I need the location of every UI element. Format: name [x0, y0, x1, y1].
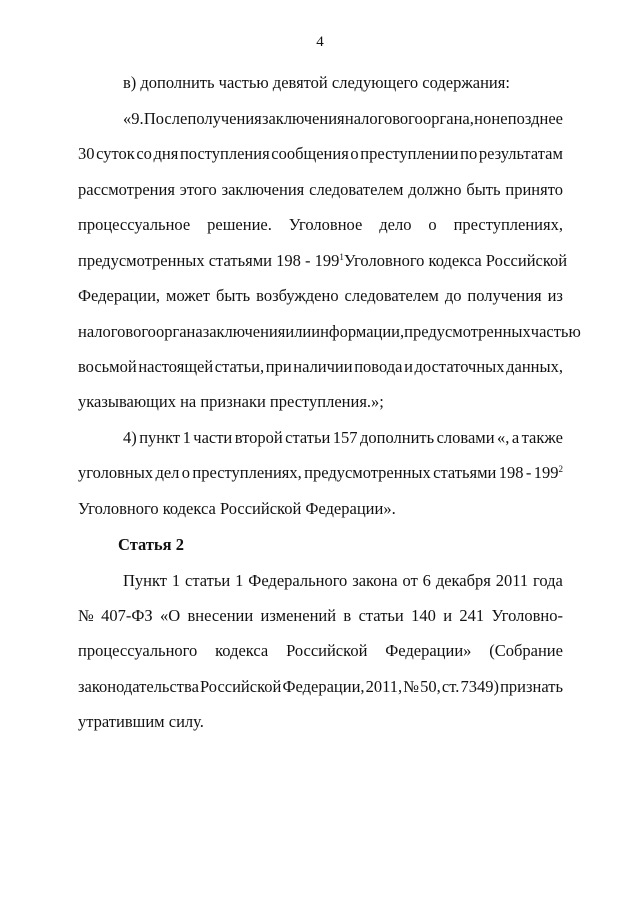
word: но [474, 109, 492, 128]
word: пункт [139, 428, 181, 447]
word: 140 [411, 606, 436, 625]
paragraph-line [78, 251, 568, 271]
word: или [285, 322, 312, 341]
word: второй [234, 428, 283, 447]
word: решение. [207, 215, 272, 234]
paragraph-line [78, 144, 563, 164]
footnote-superscript: 1 [339, 252, 344, 262]
paragraph-line [78, 357, 563, 377]
word: Пункт [123, 571, 168, 590]
word: декабря [435, 571, 491, 590]
word: заключения [261, 109, 345, 128]
word: признать [500, 677, 563, 696]
paragraph-line: Уголовного кодекса Российской Федерации». [78, 499, 396, 518]
paragraph-line [123, 428, 563, 448]
word: от [402, 571, 418, 590]
word: № [403, 677, 420, 696]
word: заключения [221, 180, 305, 199]
word: рассмотрения [78, 180, 175, 199]
word: словами [436, 428, 495, 447]
word: «9. [123, 109, 144, 128]
line-segment: предусмотренных статьями $198 - 199^1$ [78, 251, 344, 270]
word: также [521, 428, 563, 447]
word: возбуждено [256, 286, 339, 305]
word: 50, [420, 677, 441, 696]
word: преступлении [360, 144, 459, 163]
word: статьи [185, 571, 231, 590]
word: а [511, 428, 520, 447]
word: Федерации» [385, 641, 472, 660]
word: статьи [358, 606, 404, 625]
word: заключения [202, 322, 286, 341]
paragraph-line: в) дополнить частью девятой следующего содержания: [123, 73, 510, 92]
word: процессуального [78, 641, 198, 660]
paragraph-line [78, 322, 581, 342]
word: по [460, 144, 478, 163]
word: настоящей [138, 357, 214, 376]
word: Уголовное [288, 215, 363, 234]
word: налогового [78, 322, 156, 341]
word: После [143, 109, 188, 128]
word: преступлениях, [192, 463, 302, 482]
word: изменений [260, 606, 337, 625]
word: Федерации, [282, 677, 365, 696]
word: получения [187, 109, 262, 128]
word: достаточных [414, 357, 505, 376]
word: результатам [478, 144, 563, 163]
word: из [547, 286, 563, 305]
word: 1 [235, 571, 244, 590]
word: Российской [286, 641, 368, 660]
word: Федерального [248, 571, 348, 590]
word: дел [155, 463, 180, 482]
word: 198 [498, 463, 524, 482]
word: 6 [422, 571, 431, 590]
word: поступления [179, 144, 270, 163]
word: в [343, 606, 352, 625]
word: частью [530, 322, 581, 341]
word: о [181, 463, 191, 482]
word: Российской [200, 677, 282, 696]
paragraph-line: указывающих на признаки преступления.»; [78, 392, 384, 411]
word: статьи [285, 428, 331, 447]
word: не [491, 109, 508, 128]
word: со [136, 144, 152, 163]
word: внесении [187, 606, 254, 625]
word: года [533, 571, 563, 590]
word: 7349) [460, 677, 499, 696]
paragraph-line [78, 286, 563, 306]
word: статьи, [214, 357, 265, 376]
word: быть [215, 286, 251, 305]
word: дополнить [360, 428, 435, 447]
article-heading: Статья 2 [118, 535, 184, 554]
word: процессуальное [78, 215, 191, 234]
word: о [428, 215, 437, 234]
word: Уголовно- [491, 606, 563, 625]
word: восьмой [78, 357, 137, 376]
paragraph-line [123, 571, 563, 591]
word: позднее [507, 109, 563, 128]
word: законодательства [78, 677, 199, 696]
word: этого [179, 180, 217, 199]
word: 4) [123, 428, 137, 447]
word: сообщения [271, 144, 349, 163]
word: дня [153, 144, 179, 163]
word: дело [379, 215, 412, 234]
page-number: 4 [316, 34, 324, 50]
word: принято [505, 180, 563, 199]
paragraph-line [78, 677, 563, 697]
paragraph-line [78, 463, 563, 483]
word: 30 [78, 144, 95, 163]
word: следователем [309, 180, 404, 199]
word: налогового [344, 109, 423, 128]
word: Федерации, [78, 286, 161, 305]
word: 241 [459, 606, 485, 625]
word: 1 [171, 571, 181, 590]
word: 2011 [495, 571, 529, 590]
paragraph-line [78, 215, 563, 235]
word: данных, [506, 357, 563, 376]
word: должно [408, 180, 462, 199]
paragraph-line [78, 180, 563, 200]
word: кодекса [215, 641, 269, 660]
word: «О [159, 606, 181, 625]
word: ст. [441, 677, 460, 696]
word: 1 [182, 428, 191, 447]
word: «, [497, 428, 510, 447]
paragraph-line [78, 606, 563, 626]
word: наличии [293, 357, 353, 376]
word: 157 [332, 428, 358, 447]
paragraph-line [123, 109, 563, 129]
word: и [404, 357, 413, 376]
word: уголовных [78, 463, 154, 482]
word: закона [352, 571, 398, 590]
word: следователем [344, 286, 439, 305]
word: органа [155, 322, 203, 341]
word: при [265, 357, 292, 376]
word: $199^2$ [533, 463, 563, 482]
word: (Собрание [489, 641, 563, 660]
word: получения [467, 286, 542, 305]
word: статьями [433, 463, 497, 482]
word: суток [96, 144, 135, 163]
paragraph-line [78, 641, 563, 661]
word: быть [466, 180, 501, 199]
word: предусмотренных [404, 322, 531, 341]
line-segment: Уголовного кодекса Российской [343, 251, 568, 270]
word: информации, [311, 322, 405, 341]
word: повода [354, 357, 403, 376]
word: предусмотренных [304, 463, 431, 482]
word: может [166, 286, 211, 305]
word: о [350, 144, 359, 163]
word: преступлениях, [453, 215, 563, 234]
word: до [444, 286, 462, 305]
word: 407-ФЗ [101, 606, 153, 625]
word: № [78, 606, 94, 625]
word: - [525, 463, 532, 482]
paragraph-line: утратившим силу. [78, 712, 204, 731]
word: 2011, [365, 677, 403, 696]
word: и [443, 606, 453, 625]
footnote-superscript: 2 [558, 464, 563, 474]
word: органа, [423, 109, 474, 128]
word: части [193, 428, 233, 447]
